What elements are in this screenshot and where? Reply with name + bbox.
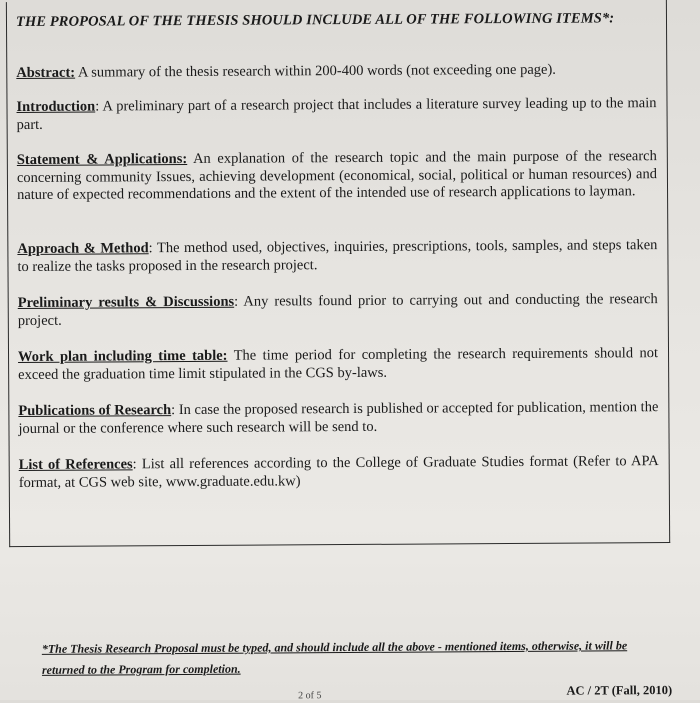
item-publications: [18, 399, 658, 438]
item-text: : The method used, objectives, inquiries, prescriptions, tools, samples, and steps taken to realize the tasks proposed in the research project.: [17, 237, 658, 275]
item-introduction: [16, 95, 656, 134]
item-term: Introduction: [16, 98, 96, 116]
item-text: : List all references according to the College of Graduate Studies format (Refer to APA format, at CGS web site, www.graduate.edu.kw): [18, 453, 659, 491]
footnote: *The Thesis Research Proposal must be typed, and should include all the above - mentioned items, otherwise, it will be returned to the Program for completion.: [41, 638, 628, 677]
item-term: Publications of Research: [18, 402, 172, 420]
item-term: Approach & Method: [17, 240, 149, 258]
page-number: 2 of 5: [298, 690, 322, 702]
item-term: Abstract:: [16, 64, 76, 82]
item-references: [19, 453, 659, 492]
item-text: An explanation of the research topic and the main purpose of the research concerning community Issues, achieving development (economical, social, political or human resources) and nature of expected recommendations and the extent of the intended use of research applications to layman.: [16, 148, 657, 204]
item-work-plan: [18, 345, 658, 384]
item-text: : In case the proposed research is published or accepted for publication, mention the journal or the conference where such research will be send to.: [18, 399, 659, 437]
item-term: Statement & Applications:: [16, 150, 188, 169]
item-preliminary-results: [18, 291, 658, 330]
item-text: : A preliminary part of a research project that includes a literature survey leading up to the main part.: [16, 95, 657, 133]
page-title: THE PROPOSAL OF THE THESIS SHOULD INCLUDE ALL OF THE FOLLOWING ITEMS*:: [15, 10, 615, 31]
item-text: A summary of the thesis research within 200-400 words (not exceeding one page).: [75, 61, 556, 81]
item-term: List of References: [18, 456, 133, 474]
item-term: Preliminary results & Discussions: [17, 293, 235, 312]
item-approach-method: [17, 237, 657, 276]
form-code: AC / 2T (Fall, 2010): [566, 683, 673, 698]
item-statement-applications: [17, 148, 657, 204]
item-text: The time period for completing the research requirements should not exceed the graduation time limit stipulated in the CGS by-laws.: [18, 345, 659, 383]
item-term: Work plan including time table:: [17, 347, 228, 366]
item-text: : Any results found prior to carrying out and conducting the research project.: [17, 291, 658, 329]
